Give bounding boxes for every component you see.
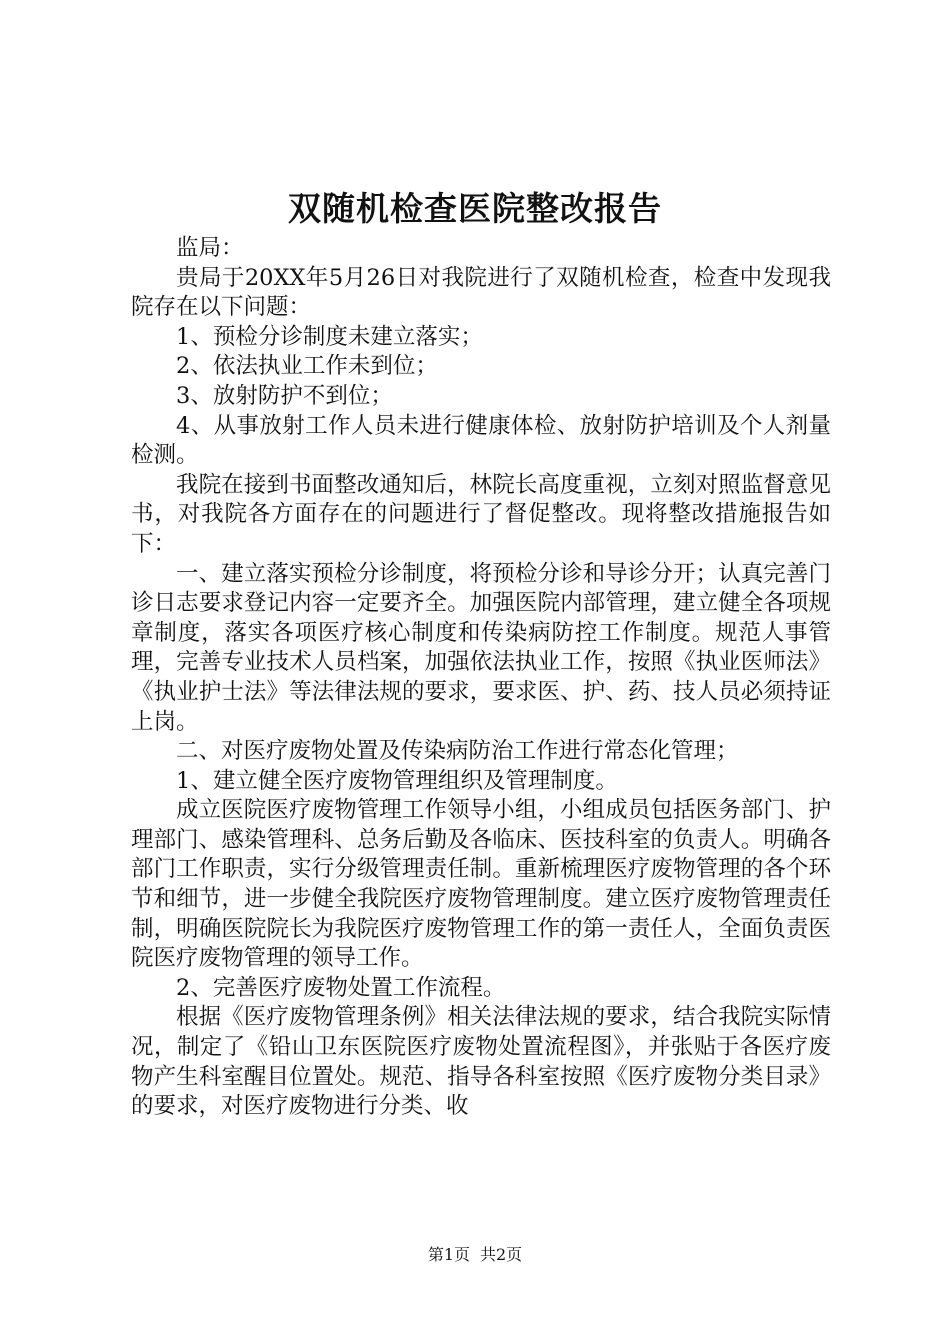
paragraph-issue-2: 2、依法执业工作未到位； xyxy=(176,353,438,380)
paragraph-response: 我院在接到书面整改通知后，林院长高度重视，立刻对照监督意见书，对我院各方面存在的问题进行了督促整改。现将整改措施报告如下： xyxy=(131,471,831,557)
paragraph-measure-1: 一、建立落实预检分诊制度，将预检分诊和导诊分开；认真完善门诊日志要求登记内容一定要齐全。加强医院内部管理，建立健全各项规章制度，落实各项医疗核心制度和传染病防控工作制度。规范人事管理，完善专业技术人员档案，加强依法执业工作，按照《执业医师法》《执业护士法》等法律法规的要求，要求医、护、药、技人员必须持证上岗。 xyxy=(131,560,831,735)
paragraph-subitem-1: 1、建立健全医疗废物管理组织及管理制度。 xyxy=(176,767,618,794)
paragraph-issue-3: 3、放射防护不到位； xyxy=(176,382,393,409)
salutation: 监局： xyxy=(176,235,244,261)
paragraph-issue-1: 1、预检分诊制度未建立落实； xyxy=(176,323,483,350)
page-number: 第1页 xyxy=(427,1245,470,1264)
document-body xyxy=(131,234,831,1122)
paragraph-issue-4: 4、从事放射工作人员未进行健康体检、放射防护培训及个人剂量检测。 xyxy=(131,412,831,469)
paragraph-subitem-2: 2、完善医疗废物处置工作流程。 xyxy=(176,974,506,1001)
paragraph-measure-2: 二、对医疗废物处置及传染病防治工作进行常态化管理； xyxy=(176,738,739,765)
paragraph-subitem-2-detail: 根据《医疗废物管理条例》相关法律法规的要求，结合我院实际情况，制定了《铅山卫东医院医疗废物处置流程图》，并张贴于各医疗废物产生科室醒目位置处。规范、指导各科室按照《医疗废物分类目录》的要求，对医疗废物进行分类、收 xyxy=(131,1004,831,1120)
page-total: 共2页 xyxy=(480,1245,523,1264)
document-title: 双随机检查医院整改报告 xyxy=(288,189,662,228)
page-footer xyxy=(0,1243,950,1267)
paragraph-intro: 贵局于20XX年5月26日对我院进行了双随机检查，检查中发现我院存在以下问题： xyxy=(131,264,831,321)
paragraph-subitem-1-detail: 成立医院医疗废物管理工作领导小组，小组成员包括医务部门、护理部门、感染管理科、总务后勤及各临床、医技科室的负责人。明确各部门工作职责，实行分级管理责任制。重新梳理医疗废物管理的各个环节和细节，进一步健全我院医疗废物管理制度。建立医疗废物管理责任制，明确医院院长为我院医疗废物管理工作的第一责任人，全面负责医院医疗废物管理的领导工作。 xyxy=(131,797,831,972)
